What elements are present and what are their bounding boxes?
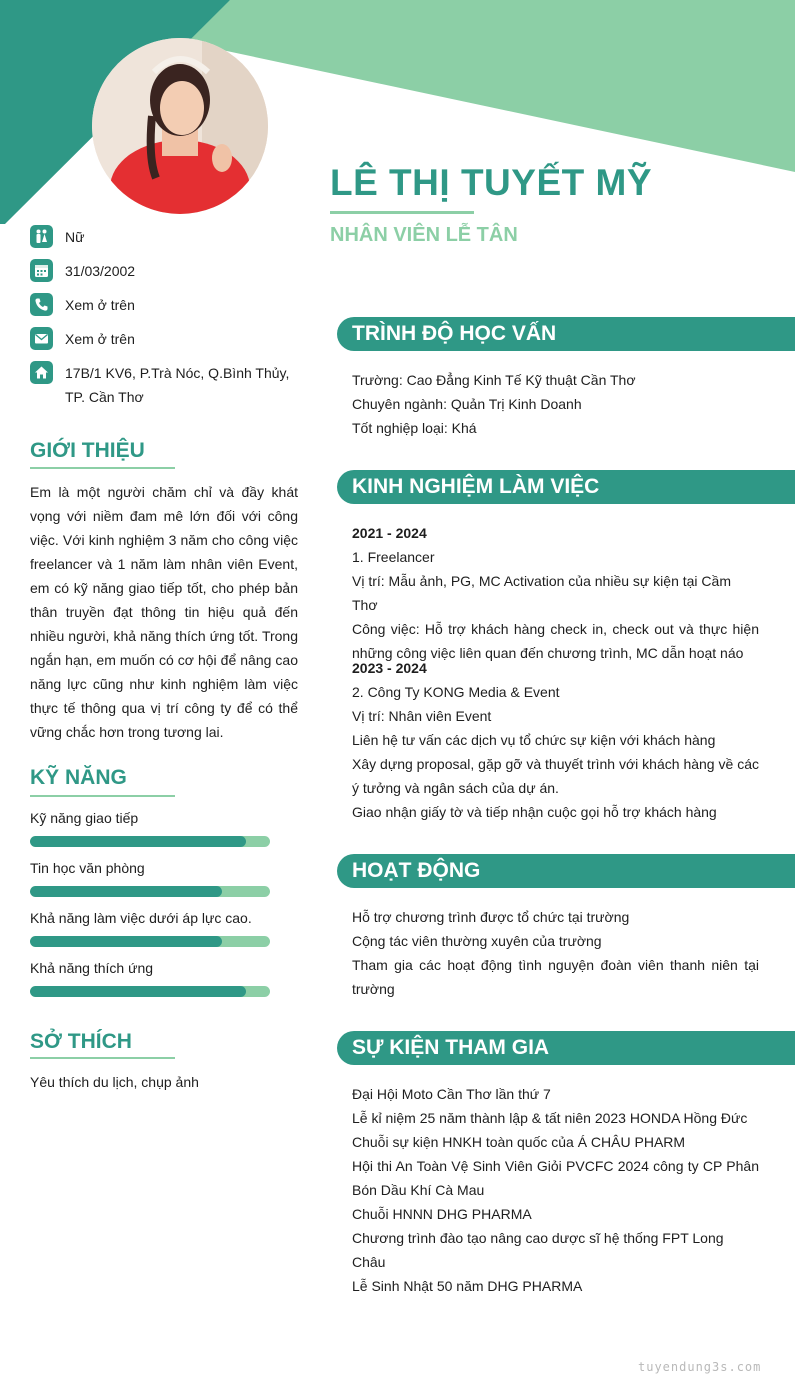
home-icon	[30, 361, 53, 384]
job-years: 2023 - 2024	[352, 660, 427, 676]
contact-birthday	[30, 262, 310, 283]
activity-line: Hỗ trợ chương trình được tổ chức tại trường	[352, 909, 630, 925]
intro-text: Em là một người chăm chỉ và đầy khát vọng với niềm đam mê lớn đối với công việc. Với kinh nghiệm 3 năm cho công việc freelancer và 1 năm làm nhân viên Event, em có kỹ năng giao tiếp tốt, cho phép bản thân truyền đạt thông tin hiệu quả đến nhiều người, khả năng thích ứng tốt. Trong ngắn hạn, em muốn có cơ hội để nâng cao năng lực cũng như kinh nghiệm làm việc thực tế thông qua vị trí công ty để có thể vững chắc hơn trong tương lai.	[30, 484, 298, 740]
activity-line: Tham gia các hoạt động tình nguyện đoàn viên thanh niên tại trường	[352, 957, 759, 997]
events-title: SỰ KIỆN THAM GIA	[352, 1036, 550, 1059]
contact-gender	[30, 228, 310, 249]
skill-bar-fill	[30, 836, 246, 847]
skill-label: Khả năng làm việc dưới áp lực cao.	[30, 910, 252, 926]
job-line: Vị trí: Nhân viên Event	[352, 708, 492, 724]
activities-details	[352, 905, 759, 1001]
gender-icon	[30, 225, 53, 248]
activities-title: HOẠT ĐỘNG	[352, 859, 481, 882]
skill-bar	[30, 986, 270, 997]
job-line: Vị trí: Mẫu ảnh, PG, MC Activation của nhiều sự kiện tại Cầm Thơ	[352, 573, 731, 613]
events-details	[352, 1082, 759, 1298]
event-line: Chương trình đào tạo nâng cao dược sĩ hệ thống FPT Long Châu	[352, 1230, 724, 1270]
skill-bar-fill	[30, 936, 222, 947]
education-banner	[337, 317, 795, 351]
skill-bar	[30, 836, 270, 847]
skill-bar-fill	[30, 986, 246, 997]
email-value: Xem ở trên	[65, 331, 135, 347]
name-underline	[330, 211, 474, 214]
contact-phone	[30, 296, 310, 317]
skill-bar	[30, 936, 270, 947]
avatar	[92, 38, 268, 214]
experience-banner	[337, 470, 795, 504]
job-line: Giao nhận giấy tờ và tiếp nhận cuộc gọi hỗ trợ khách hàng	[352, 804, 717, 820]
activity-line: Cộng tác viên thường xuyên của trường	[352, 933, 602, 949]
intro-underline	[30, 467, 175, 469]
education-line: Trường: Cao Đẳng Kinh Tế Kỹ thuật Cần Thơ	[352, 372, 636, 388]
birthday-value: 31/03/2002	[65, 263, 136, 279]
job-line: Công việc: Hỗ trợ khách hàng check in, check out và thực hiện những công việc liên quan đến chương trình, MC dẫn hoạt náo	[352, 621, 759, 661]
job-line: Xây dựng proposal, gặp gỡ và thuyết trình với khách hàng về các ý tưởng và ngân sách của dự án.	[352, 756, 759, 796]
experience-job	[352, 521, 759, 665]
address-value: 17B/1 KV6, P.Trà Nóc, Q.Bình Thủy, TP. Cần Thơ	[65, 365, 290, 405]
email-icon	[30, 327, 53, 350]
activities-banner	[337, 854, 795, 888]
phone-icon	[30, 293, 53, 316]
education-title: TRÌNH ĐỘ HỌC VẤN	[352, 322, 557, 345]
event-line: Hội thi An Toàn Vệ Sinh Viên Giỏi PVCFC 2024 công ty CP Phân Bón Dầu Khí Cà Mau	[352, 1158, 759, 1198]
contact-address	[30, 364, 310, 409]
skills-underline	[30, 795, 175, 797]
calendar-icon	[30, 259, 53, 282]
job-company: 1. Freelancer	[352, 549, 435, 565]
skill-bar	[30, 886, 270, 897]
job-years: 2021 - 2024	[352, 525, 427, 541]
education-line: Tốt nghiệp loại: Khá	[352, 420, 477, 436]
skill-label: Khả năng thích ứng	[30, 960, 154, 976]
job-title: NHÂN VIÊN LỄ TÂN	[330, 224, 518, 246]
job-company: 2. Công Ty KONG Media & Event	[352, 684, 560, 700]
header-light-shape	[175, 0, 795, 172]
job-line: Liên hệ tư vấn các dịch vụ tổ chức sự kiện với khách hàng	[352, 732, 716, 748]
event-line: Đại Hội Moto Cần Thơ lần thứ 7	[352, 1086, 551, 1102]
experience-job	[352, 656, 759, 824]
hobbies-underline	[30, 1057, 175, 1059]
event-line: Chuỗi HNNN DHG PHARMA	[352, 1206, 532, 1222]
candidate-name: LÊ THỊ TUYẾT MỸ	[330, 162, 652, 203]
skill-bar-fill	[30, 886, 222, 897]
event-line: Chuỗi sự kiện HNKH toàn quốc của Á CHÂU PHARM	[352, 1134, 686, 1150]
phone-value: Xem ở trên	[65, 297, 135, 313]
skills-title: KỸ NĂNG	[30, 766, 127, 789]
skill-label: Kỹ năng giao tiếp	[30, 810, 139, 826]
experience-title: KINH NGHIỆM LÀM VIỆC	[352, 475, 600, 498]
avatar-photo	[92, 38, 268, 214]
event-line: Lễ kỉ niệm 25 năm thành lập & tất niên 2023 HONDA Hồng Đức	[352, 1110, 748, 1126]
contact-email	[30, 330, 310, 351]
skill-label: Tin học văn phòng	[30, 860, 145, 876]
intro-title: GIỚI THIỆU	[30, 439, 145, 462]
gender-value: Nữ	[65, 229, 85, 245]
event-line: Lễ Sinh Nhật 50 năm DHG PHARMA	[352, 1278, 583, 1294]
education-details	[352, 368, 759, 440]
events-banner	[337, 1031, 795, 1065]
watermark: tuyendung3s.com	[638, 1360, 762, 1374]
education-line: Chuyên ngành: Quản Trị Kinh Doanh	[352, 396, 582, 412]
hobbies-title: SỞ THÍCH	[30, 1030, 132, 1053]
hobbies-text: Yêu thích du lịch, chụp ảnh	[30, 1074, 199, 1090]
